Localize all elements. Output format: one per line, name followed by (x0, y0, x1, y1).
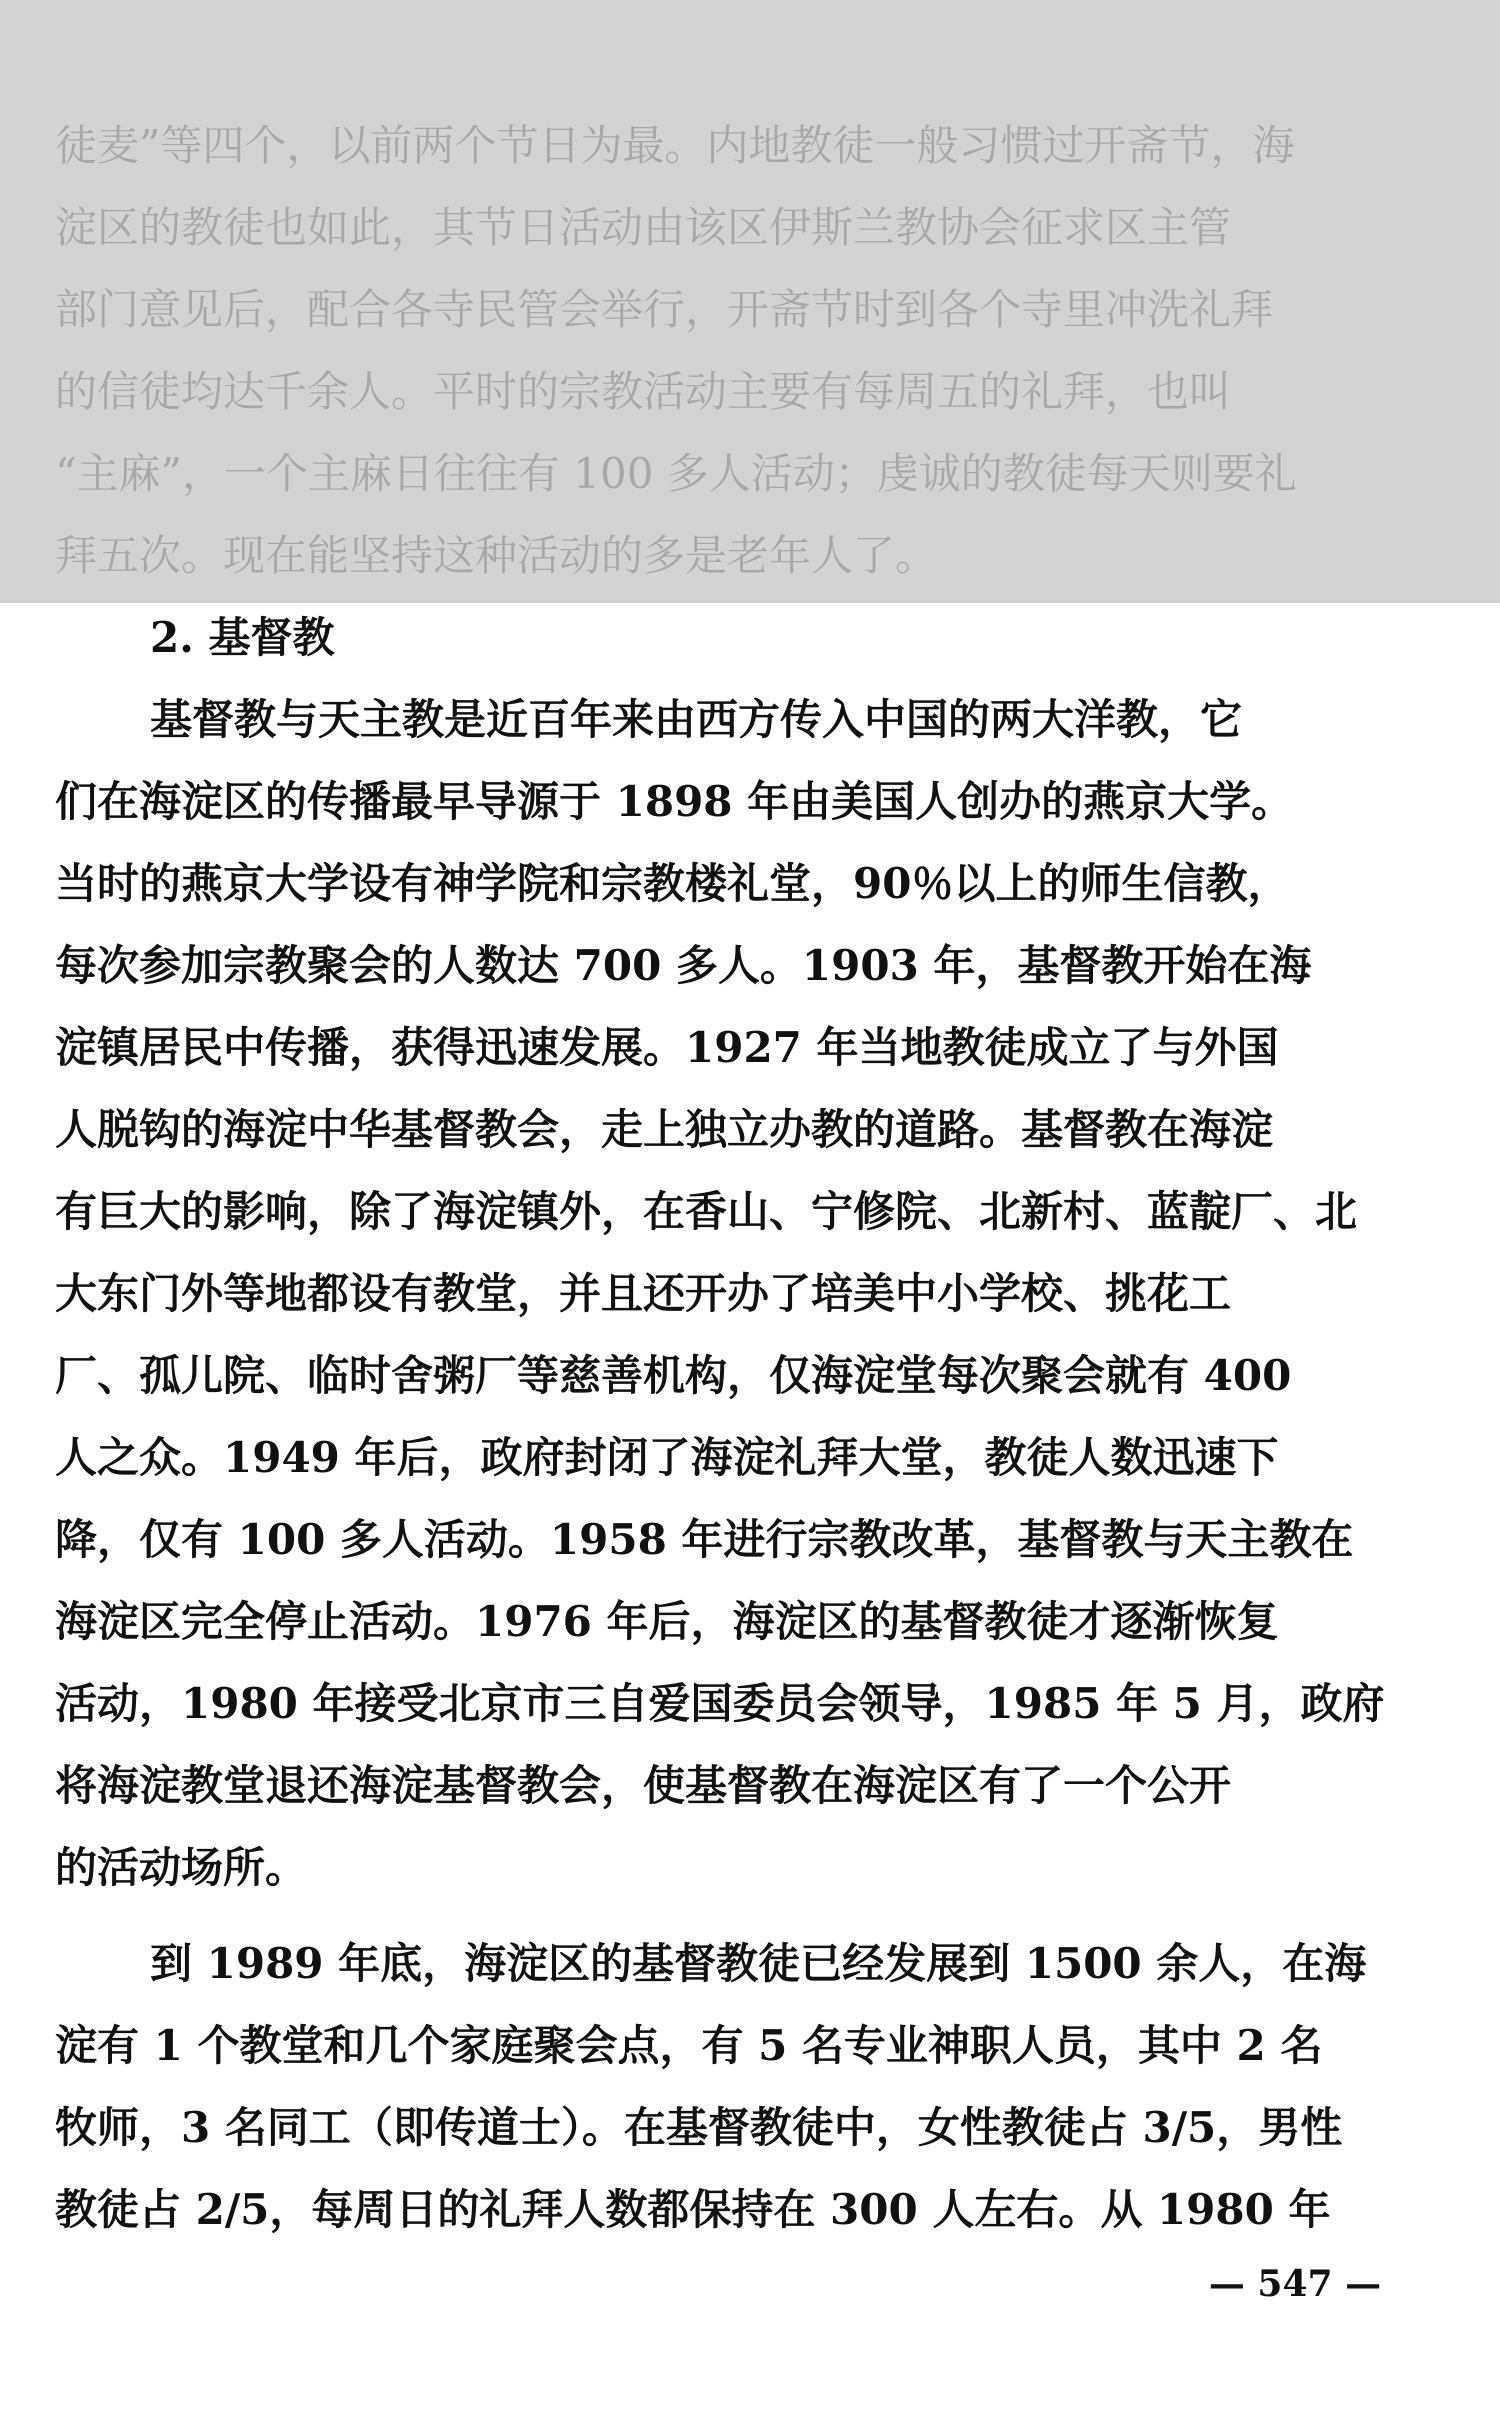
text-line: 淀区的教徒也如此，其节日活动由该区伊斯兰教协会征求区主管 (55, 203, 1232, 252)
text-line: 牧师，3 名同工（即传道士）。在基督教徒中，女性教徒占 3/5，男性 (55, 2103, 1343, 2152)
text-line: 当时的燕京大学设有神学院和宗教楼礼堂，90％以上的师生信教， (55, 859, 1290, 908)
text-line: 降，仅有 100 多人活动。1958 年进行宗教改革，基督教与天主教在 (55, 1515, 1354, 1564)
text-line: 大东门外等地都设有教堂，并且还开办了培美中小学校、挑花工 (55, 1269, 1232, 1318)
text-line: 厂、孤儿院、临时舍粥厂等慈善机构，仅海淀堂每次聚会就有 400 (55, 1351, 1292, 1400)
text-line: 部门意见后，配合各寺民管会举行，开斋节时到各个寺里冲洗礼拜 (55, 285, 1274, 334)
text-line: 每次参加宗教聚会的人数达 700 多人。1903 年，基督教开始在海 (55, 941, 1312, 990)
text-line: 教徒占 2/5，每周日的礼拜人数都保持在 300 人左右。从 1980 年 (55, 2185, 1331, 2234)
text-line: 基督教与天主教是近百年来由西方传入中国的两大洋教，它 (150, 695, 1243, 744)
text-line: 海淀区完全停止活动。1976 年后，海淀区的基督教徒才逐渐恢复 (55, 1597, 1279, 1646)
text-line: 人之众。1949 年后，政府封闭了海淀礼拜大堂，教徒人数迅速下 (55, 1433, 1279, 1482)
text-line: 人脱钩的海淀中华基督教会，走上独立办教的道路。基督教在海淀 (55, 1105, 1274, 1154)
text-line: 的信徒均达千余人。平时的宗教活动主要有每周五的礼拜，也叫 (55, 367, 1232, 416)
page-number: — 547 — (1208, 2263, 1382, 2305)
text-line: 徒麦”等四个，以前两个节日为最。内地教徒一般习惯过开斋节，海 (55, 121, 1295, 170)
text-line: 们在海淀区的传播最早导源于 1898 年由美国人创办的燕京大学。 (55, 777, 1294, 826)
text-line: 淀有 1 个教堂和几个家庭聚会点，有 5 名专业神职人员，其中 2 名 (55, 2021, 1323, 2070)
text-line: 的活动场所。 (55, 1843, 308, 1892)
text-line: 拜五次。现在能坚持这种活动的多是老年人了。 (55, 531, 938, 580)
section-heading: 2. 基督教 (150, 613, 335, 662)
text-line: 到 1989 年底，海淀区的基督教徒已经发展到 1500 余人，在海 (150, 1939, 1367, 1988)
text-line: 将海淀教堂退还海淀基督教会，使基督教在海淀区有了一个公开 (55, 1761, 1232, 1810)
text-line: 有巨大的影响，除了海淀镇外，在香山、宁修院、北新村、蓝靛厂、北 (55, 1187, 1358, 1236)
text-line: “主麻”，一个主麻日往往有 100 多人活动；虔诚的教徒每天则要礼 (55, 449, 1297, 498)
text-line: 淀镇居民中传播，获得迅速发展。1927 年当地教徒成立了与外国 (55, 1023, 1279, 1072)
text-line: 活动，1980 年接受北京市三自爱国委员会领导，1985 年 5 月，政府 (55, 1679, 1385, 1728)
